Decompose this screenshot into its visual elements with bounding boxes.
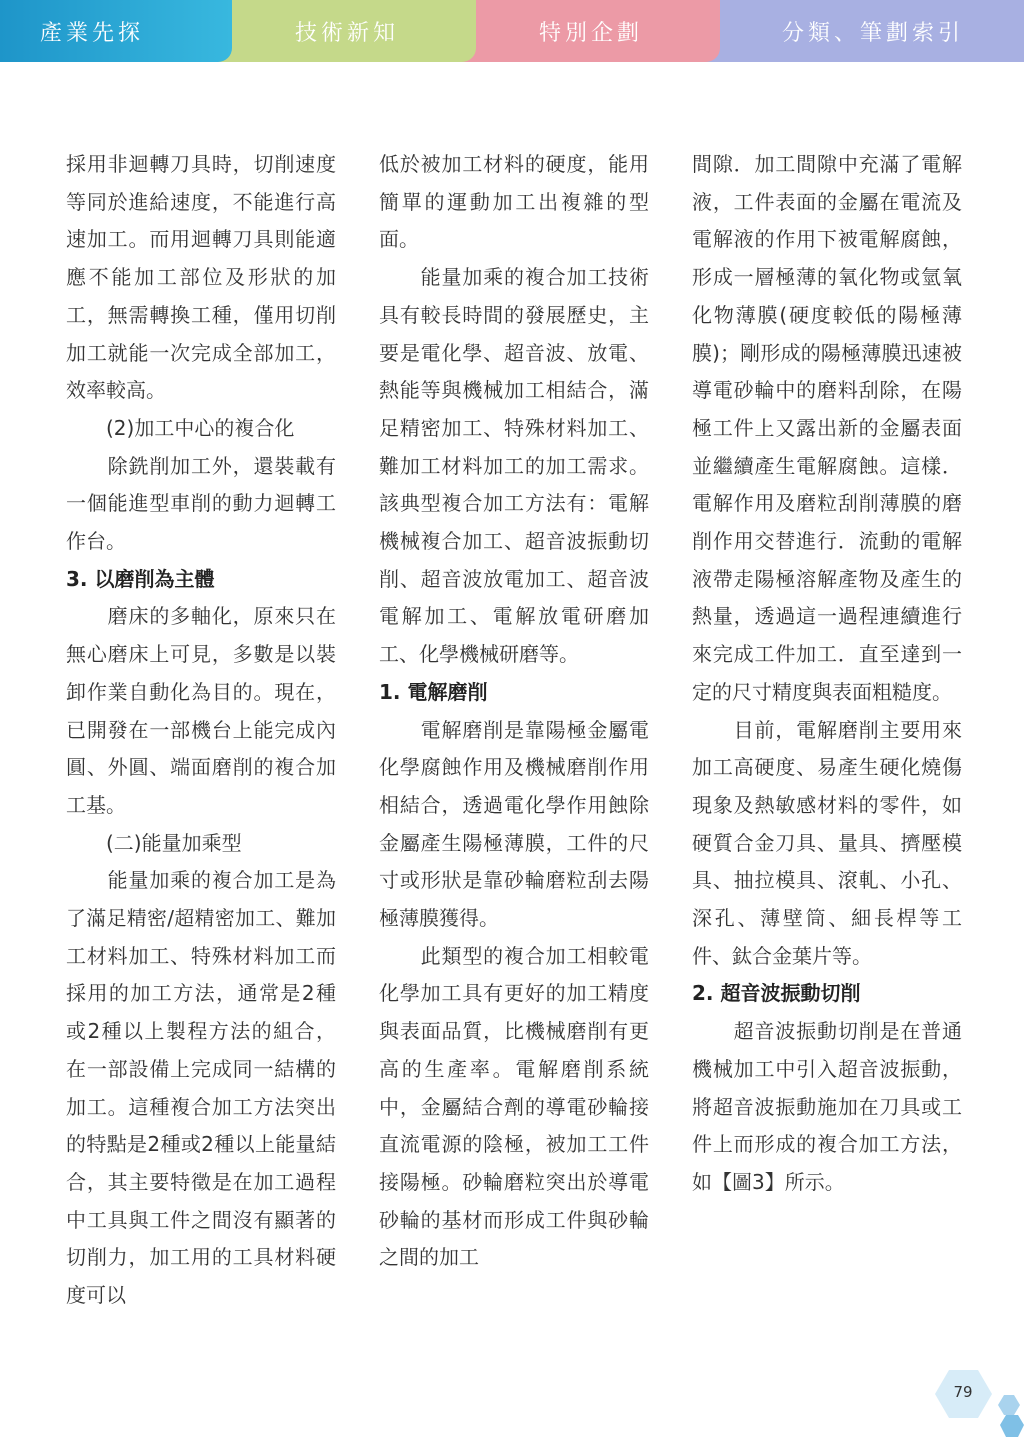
- tab-index[interactable]: [706, 0, 1024, 62]
- tab-industry-explore[interactable]: [0, 0, 232, 62]
- article-column-2: [379, 146, 649, 1277]
- paragraph: 能量加乘的複合加工是為了滿足精密/超精密加工、難加工材料加工、特殊材料加工而採用的加工方法，通常是2種或2種以上製程方法的組合，在一部設備上完成同一結構的加工。這種複合加工方法突出的特點是2種或2種以上能量結合，其主要特徵是在加工過程中工具與工件之間沒有顯著的切削力，加工用的工具材料硬度可以: [66, 868, 336, 1308]
- section-heading: 3. 以磨削為主體: [66, 566, 215, 591]
- paragraph: 間隙．加工間隙中充滿了電解液，工件表面的金屬在電流及電解液的作用下被電解腐蝕，形成一層極薄的氧化物或氫氧化物薄膜(硬度較低的陽極薄膜)；剛形成的陽極薄膜迅速被導電砂輪中的磨料刮除，在陽極工件上又露出新的金屬表面並繼續產生電解腐蝕。這樣．電解作用及磨粒刮削薄膜的磨削作用交替進行．流動的電解液帶走陽極溶解產物及產生的熱量，透過這一過程連續進行來完成工件加工．直至達到一定的尺寸精度與表面粗糙度。: [692, 152, 962, 704]
- section-nav: [0, 0, 1024, 62]
- paragraph: 此類型的複合加工相較電化學加工具有更好的加工精度與表面品質，比機械磨削有更高的生產率。電解磨削系統中，金屬結合劑的導電砂輪接直流電源的陰極，被加工工件接陽極。砂輪磨粒突出於導電砂輪的基材而形成工件與砂輪之間的加工: [379, 943, 649, 1270]
- tab-special-feature[interactable]: [462, 0, 720, 62]
- tab-label: 產業先探: [40, 20, 145, 46]
- page-number: 79: [953, 1383, 973, 1401]
- section-heading: 2. 超音波振動切削: [692, 981, 861, 1006]
- paragraph: 除銑削加工外，還裝載有一個能進型車削的動力迴轉工作台。: [66, 453, 336, 554]
- paragraph: 目前，電解磨削主要用來加工高硬度、易產生硬化燒傷現象及熱敏感材料的零件，如硬質合金刀具、量具、擠壓模具、抽拉模具、滾軋、小孔、深孔、薄壁筒、細長桿等工件、鈦合金葉片等。: [692, 717, 962, 968]
- tab-label: 分類、筆劃索引: [781, 20, 964, 46]
- paragraph: 採用非迴轉刀具時，切削速度等同於進給速度，不能進行高速加工。而用迴轉刀具則能適應不能加工部位及形狀的加工，無需轉換工種，僅用切削加工就能一次完成全部加工，效率較高。: [66, 152, 336, 403]
- paragraph: (2)加工中心的複合化: [66, 415, 295, 440]
- paragraph: 磨床的多軸化，原來只在無心磨床上可見，多數是以裝卸作業自動化為目的。現在，已開發在一部機台上能完成內圓、外圓、端面磨削的複合加工基。: [66, 604, 336, 817]
- paragraph: (二)能量加乘型: [66, 830, 242, 855]
- paragraph: 低於被加工材料的硬度，能用簡單的運動加工出複雜的型面。: [379, 152, 649, 252]
- paragraph: 超音波振動切削是在普通機械加工中引入超音波振動，將超音波振動施加在刀具或工件上而形成的複合加工方法，如【圖3】所示。: [692, 1019, 962, 1194]
- paragraph: 電解磨削是靠陽極金屬電化學腐蝕作用及機械磨削作用相結合，透過電化學作用蝕除金屬產生陽極薄膜，工件的尺寸或形狀是靠砂輪磨粒刮去陽極薄膜獲得。: [379, 717, 649, 931]
- paragraph: 能量加乘的複合加工技術具有較長時間的發展歷史，主要是電化學、超音波、放電、熱能等與機械加工相結合，滿足精密加工、特殊材料加工、難加工材料加工的加工需求。該典型複合加工方法有：電解機械複合加工、超音波振動切削、超音波放電加工、超音波電解加工、電解放電研磨加工、化學機械研磨等。: [379, 265, 649, 667]
- tab-label: 特別企劃: [538, 20, 643, 46]
- page-number-badge: [934, 1367, 1024, 1437]
- article-column-1: [66, 146, 336, 1315]
- hexagon-icon: [934, 1367, 1024, 1437]
- section-heading: 1. 電解磨削: [379, 679, 488, 704]
- article-column-3: [692, 146, 962, 1202]
- tab-tech-news[interactable]: [218, 0, 476, 62]
- tab-label: 技術新知: [294, 20, 399, 46]
